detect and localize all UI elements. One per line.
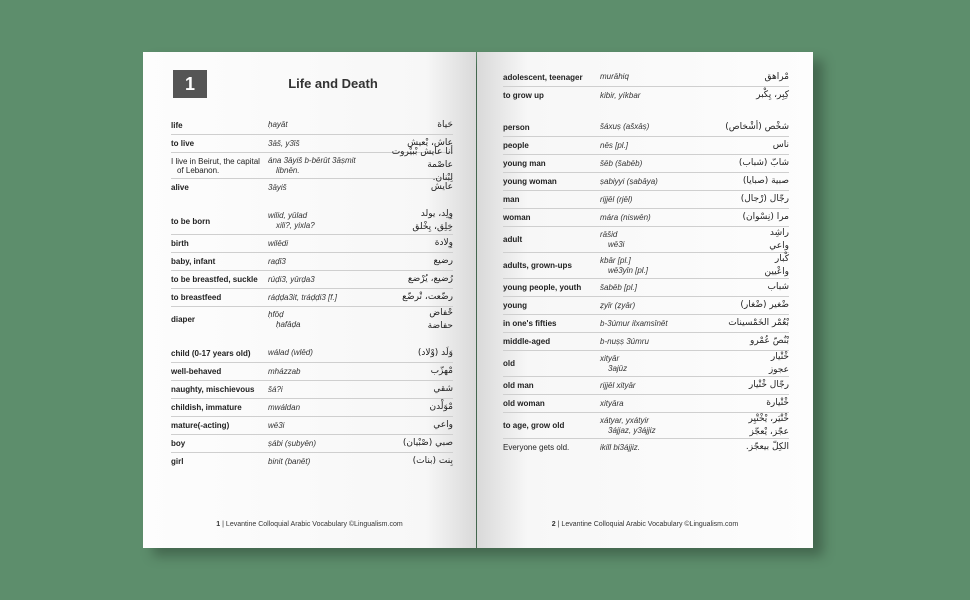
- arabic-term: [700, 227, 789, 253]
- vocab-row: [171, 178, 453, 196]
- vocab-row: [171, 147, 453, 183]
- english-term: [503, 177, 600, 186]
- arabic-term-line: شباب: [767, 282, 789, 292]
- vocab-row: [503, 350, 789, 376]
- arabic-term-line: حفاضة: [427, 320, 453, 331]
- transliteration: [268, 257, 368, 267]
- arabic-term: [700, 89, 789, 102]
- transliteration-line: rāšid: [600, 229, 618, 239]
- english-term: [503, 195, 600, 204]
- english-term-line: alive: [171, 183, 189, 192]
- vocab-row: [171, 344, 453, 362]
- vocab-row: [503, 376, 789, 394]
- transliteration-line: b-nuṣṣ 3úmru: [600, 336, 649, 346]
- transliteration: [600, 381, 700, 391]
- left-page: [143, 52, 476, 548]
- transliteration: [600, 443, 700, 453]
- arabic-term: [368, 347, 453, 360]
- arabic-term: [700, 299, 789, 312]
- transliteration: [600, 122, 700, 132]
- vocab-group: [503, 118, 789, 456]
- transliteration-line: ána 3āyiš b-bērūt 3āṣmit: [268, 155, 356, 165]
- transliteration-line: 3āyiš: [268, 182, 287, 192]
- vocab-row: [171, 398, 453, 416]
- english-term-line: to grow up: [503, 91, 544, 100]
- arabic-term-line: واعْيين: [764, 266, 789, 277]
- vocab-row: [503, 172, 789, 190]
- transliteration: [600, 337, 700, 347]
- transliteration-line: šēb (šabēb): [600, 158, 643, 168]
- english-term-line: person: [503, 122, 530, 132]
- arabic-term-line: رضّعت، تْرضّع: [402, 292, 453, 302]
- transliteration-line: šá?i: [268, 384, 283, 394]
- arabic-term: [700, 121, 789, 134]
- transliteration-line: binit (banēt): [268, 456, 311, 466]
- arabic-term-line: بِنت (بنات): [412, 456, 453, 466]
- english-term-line: man: [503, 195, 520, 204]
- english-term-line: in one's fifties: [503, 319, 557, 328]
- arabic-term: [700, 211, 789, 224]
- english-term-line: naughty, mischievous: [171, 385, 255, 394]
- transliteration: [268, 348, 368, 358]
- english-term-line: adolescent, teenager: [503, 72, 583, 82]
- transliteration-line: ḥfōḍ: [268, 309, 284, 319]
- transliteration-line: mára (niswēn): [600, 212, 651, 222]
- vocab-row: [503, 252, 789, 278]
- english-term: [171, 439, 268, 448]
- english-term: [171, 385, 268, 394]
- arabic-term-line: رجّال خْتْيار: [748, 380, 789, 390]
- transliteration: [268, 421, 368, 431]
- english-term: [171, 217, 268, 226]
- transliteration: [600, 141, 700, 151]
- transliteration-line: mwáldan: [268, 402, 301, 412]
- transliteration-line: rijjēl (rjēl): [600, 194, 633, 204]
- transliteration: [600, 416, 700, 436]
- english-term-line: old: [503, 359, 515, 368]
- page-footer-right: 2 | Levantine Colloquial Arabic Vocabulary ©Lingualism.com: [551, 521, 739, 528]
- transliteration: [600, 283, 700, 293]
- page-number: 2: [551, 521, 556, 528]
- transliteration: [268, 403, 368, 413]
- vocab-row: [171, 208, 453, 234]
- english-term: [171, 157, 268, 175]
- english-term: [171, 121, 268, 130]
- arabic-term-line: واعي: [433, 420, 453, 430]
- arabic-term: [368, 273, 453, 286]
- arabic-term-line: خْتْيار: [770, 351, 789, 362]
- english-term: [171, 367, 268, 376]
- arabic-term-line: صبية (صبايا): [742, 176, 789, 186]
- transliteration-line: xityār: [600, 353, 620, 363]
- english-term: [171, 349, 268, 358]
- english-term-line: to age, grow old: [503, 421, 565, 430]
- arabic-term-line: خْتْيَر، يْخْتْيِر: [748, 413, 789, 424]
- arabic-term: [700, 317, 789, 330]
- transliteration-line: šabēb [pl.]: [600, 282, 637, 292]
- transliteration-line: kibir, yíkbar: [600, 90, 641, 100]
- arabic-term-line: عجّز، يْعجّز: [749, 426, 789, 437]
- english-term-line: to be born: [171, 216, 211, 226]
- transliteration-line: wálad (wlēd): [268, 348, 313, 357]
- english-term-line: diaper: [171, 315, 196, 324]
- arabic-term-line: خْتْيارة: [766, 398, 789, 408]
- transliteration: [268, 139, 368, 149]
- transliteration-line: 3ajūz: [608, 363, 628, 373]
- english-term-line: mature(-acting): [171, 421, 230, 430]
- vocab-row: [171, 380, 453, 398]
- transliteration: [268, 310, 368, 330]
- vocab-group: [503, 68, 789, 104]
- transliteration-line: wilid, yūlad: [268, 211, 308, 220]
- english-term: [503, 91, 600, 100]
- english-term-line: young: [503, 301, 527, 310]
- arabic-term-line: رجّال (رْجال): [740, 194, 789, 204]
- vocab-row: [171, 416, 453, 434]
- english-term-line: middle-aged: [503, 337, 551, 346]
- english-term-line: life: [171, 120, 183, 130]
- transliteration-line: wē3i: [608, 239, 625, 249]
- transliteration: [268, 275, 368, 285]
- english-term: [171, 139, 268, 148]
- transliteration-line: wilēdi: [268, 238, 289, 248]
- english-term-line: of Lebanon.: [177, 165, 220, 175]
- english-term: [503, 301, 600, 310]
- english-term-line: young man: [503, 159, 546, 168]
- transliteration: [600, 159, 700, 169]
- arabic-term-line: مْراهق: [764, 71, 789, 82]
- transliteration: [268, 385, 368, 395]
- vocab-group: [171, 208, 453, 332]
- arabic-term: [700, 157, 789, 170]
- vocab-row: [171, 116, 453, 134]
- footer-text: Levantine Colloquial Arabic Vocabulary ©Lingualism.com: [225, 521, 403, 528]
- arabic-term: [700, 413, 789, 439]
- english-term-line: birth: [171, 239, 189, 248]
- vocab-row: [171, 252, 453, 270]
- english-term-line: boy: [171, 439, 186, 448]
- arabic-term-line: كِبِر، يِكْبر: [756, 90, 789, 100]
- english-term-line: old woman: [503, 399, 545, 408]
- arabic-term: [700, 335, 789, 348]
- transliteration: [268, 120, 368, 130]
- transliteration: [268, 439, 368, 449]
- transliteration: [600, 230, 700, 250]
- arabic-term: [368, 419, 453, 432]
- transliteration: [268, 457, 368, 467]
- english-term: [503, 159, 600, 168]
- arabic-term-line: راشِد: [769, 227, 789, 238]
- arabic-term: [368, 401, 453, 414]
- chapter-title: Life and Death: [288, 76, 378, 91]
- vocab-row: [503, 118, 789, 136]
- vocab-table-left: [171, 116, 453, 470]
- arabic-term-line: صبي (صْبْيان): [402, 438, 453, 448]
- transliteration-line: ṣábi (ṣubyēn): [268, 438, 317, 448]
- arabic-term-line: شخْص (أشْخاص): [725, 121, 789, 132]
- english-term: [503, 421, 600, 430]
- transliteration-line: xátyar, yxátyir: [600, 415, 649, 425]
- arabic-term-line: لِبْنان.: [432, 173, 453, 183]
- english-term: [171, 315, 268, 324]
- english-term-line: woman: [503, 213, 531, 222]
- transliteration-line: rúḍi3, yūrḍa3: [268, 274, 315, 284]
- arabic-term: [700, 351, 789, 377]
- english-term-line: to be breastfed, suckle: [171, 275, 258, 284]
- vocab-row: [503, 86, 789, 104]
- vocab-table-right: [503, 68, 789, 456]
- vocab-row: [503, 208, 789, 226]
- vocab-row: [503, 68, 789, 86]
- vocab-row: [171, 234, 453, 252]
- english-term: [503, 283, 600, 292]
- transliteration-line: kbār [pl.]: [600, 255, 631, 265]
- english-term-line: girl: [171, 457, 184, 466]
- vocab-row: [503, 296, 789, 314]
- transliteration-line: nēs [pl.]: [600, 140, 629, 150]
- arabic-term: [700, 253, 789, 279]
- transliteration: [268, 183, 368, 193]
- arabic-term-line: وَلَد (وْلاد): [417, 347, 453, 358]
- transliteration: [600, 256, 700, 276]
- transliteration-line: xili?, yixla?: [276, 221, 315, 230]
- english-term-line: child (0-17 years old): [171, 348, 251, 358]
- arabic-term-line: شابّ (شباب): [738, 158, 789, 168]
- transliteration: [268, 367, 368, 377]
- english-term: [503, 73, 600, 82]
- english-term: [171, 275, 268, 284]
- arabic-term: [700, 139, 789, 152]
- english-term: [171, 183, 268, 192]
- english-term: [503, 319, 600, 328]
- english-term: [503, 381, 600, 390]
- transliteration-line: wē3yīn [pl.]: [608, 265, 649, 275]
- arabic-term-line: واعي: [769, 240, 789, 251]
- english-term-line: Everyone gets old.: [503, 443, 570, 452]
- arabic-term-line: عاش، يْعيش: [407, 138, 453, 148]
- english-term: [171, 257, 268, 266]
- transliteration-line: raḍī3: [268, 256, 286, 266]
- transliteration: [268, 239, 368, 249]
- arabic-term-line: حْفاض: [429, 307, 453, 318]
- transliteration-line: šáxuṣ (ašxāṣ): [600, 122, 650, 131]
- transliteration-line: libnēn.: [276, 165, 300, 175]
- vocab-row: [171, 452, 453, 470]
- arabic-term-line: ناس: [772, 140, 789, 150]
- vocab-row: [171, 306, 453, 332]
- english-term: [503, 337, 600, 346]
- transliteration-line: ḥafāḍa: [276, 319, 301, 329]
- vocab-row: [503, 226, 789, 252]
- english-term-line: young people, youth: [503, 283, 582, 292]
- transliteration-line: mházzab: [268, 366, 301, 376]
- arabic-term-line: بْعُمْر الخَمْسينات: [728, 318, 789, 328]
- english-term: [503, 213, 600, 222]
- vocab-row: [503, 314, 789, 332]
- right-page: [477, 52, 813, 548]
- arabic-term: [700, 281, 789, 294]
- english-term-line: childish, immature: [171, 403, 242, 412]
- arabic-term-line: عايش: [430, 182, 453, 192]
- english-term: [171, 239, 268, 248]
- transliteration: [600, 301, 700, 311]
- english-term-line: people: [503, 141, 529, 150]
- arabic-term: [368, 237, 453, 250]
- english-term-line: adult: [503, 235, 523, 244]
- arabic-term-line: ضْغير (ضْغار): [740, 300, 789, 310]
- transliteration-line: ikill bi3ájjiz.: [600, 442, 641, 452]
- arabic-term-line: بْنُصّ عُمْرو: [750, 336, 789, 346]
- english-term: [171, 457, 268, 466]
- arabic-term-line: وِلِد، يولد: [420, 209, 453, 219]
- transliteration: [600, 354, 700, 374]
- vocab-row: [171, 362, 453, 380]
- english-term: [171, 293, 268, 302]
- english-term: [503, 261, 600, 270]
- arabic-term: [368, 208, 453, 234]
- book-spread: [143, 52, 813, 548]
- transliteration-line: ẓyīr (ẓyār): [600, 300, 636, 310]
- vocab-row: [503, 136, 789, 154]
- arabic-term: [700, 441, 789, 454]
- english-term: [503, 141, 600, 150]
- arabic-term: [368, 307, 453, 333]
- arabic-term: [368, 455, 453, 468]
- arabic-term: [700, 397, 789, 410]
- english-term-line: to breastfeed: [171, 293, 222, 302]
- arabic-term: [700, 379, 789, 392]
- page-number: 1: [216, 521, 221, 528]
- arabic-term: [368, 365, 453, 378]
- page-footer-left: 1 | Levantine Colloquial Arabic Vocabulary ©Lingualism.com: [216, 521, 403, 528]
- transliteration: [600, 72, 700, 82]
- arabic-term-line: حَياة: [437, 119, 453, 130]
- english-term-line: well-behaved: [171, 367, 222, 376]
- arabic-term: [368, 146, 453, 185]
- english-term: [171, 403, 268, 412]
- english-term: [503, 399, 600, 408]
- transliteration-line: 3āš, y3īš: [268, 138, 300, 148]
- arabic-term-line: مرا (نِسْوان): [742, 212, 789, 222]
- vocab-group: [171, 344, 453, 470]
- arabic-term-line: وِلادة: [434, 238, 453, 248]
- arabic-term: [368, 437, 453, 450]
- vocab-row: [503, 332, 789, 350]
- vocab-row: [503, 190, 789, 208]
- transliteration: [600, 177, 700, 187]
- chapter-number-badge: 1: [173, 70, 207, 98]
- arabic-term-line: مْهزّب: [430, 366, 453, 376]
- arabic-term-line: عجوز: [768, 364, 789, 375]
- vocab-row: [171, 270, 453, 288]
- english-term-line: to live: [171, 139, 195, 148]
- arabic-term-line: شقي: [433, 384, 453, 394]
- transliteration-line: wē3i: [268, 420, 285, 430]
- transliteration-line: murāhiq: [600, 72, 629, 81]
- transliteration-line: ṣabiyyi (ṣabāya): [600, 176, 658, 186]
- english-term: [503, 359, 600, 368]
- arabic-term: [368, 255, 453, 268]
- arabic-term: [368, 119, 453, 132]
- arabic-term-line: خِلِق، يِخْلق: [412, 222, 453, 232]
- arabic-term-line: مْوَلْدن: [429, 402, 453, 412]
- arabic-term-line: الكِلّ بيعجّز.: [745, 442, 789, 452]
- transliteration-line: rijjēl xityār: [600, 380, 636, 390]
- footer-text: Levantine Colloquial Arabic Vocabulary ©Lingualism.com: [561, 521, 739, 528]
- transliteration-line: xityāra: [600, 398, 624, 408]
- vocab-group: [171, 116, 453, 196]
- english-term-line: I live in Beirut, the capital: [171, 156, 260, 166]
- vocab-row: [171, 288, 453, 306]
- arabic-term-line: رضيع: [433, 256, 453, 266]
- transliteration: [600, 91, 700, 101]
- english-term: [503, 235, 600, 244]
- vocab-row: [503, 412, 789, 438]
- english-term-line: adults, grown-ups: [503, 261, 572, 270]
- arabic-term: [368, 383, 453, 396]
- english-term-line: old man: [503, 381, 534, 390]
- english-term: [503, 443, 600, 452]
- arabic-term-line: رُضيع، يُرْضع: [407, 274, 453, 284]
- transliteration: [600, 195, 700, 205]
- arabic-term: [368, 291, 453, 304]
- transliteration-line: ḥayāt: [268, 120, 288, 129]
- transliteration-line: 3ájjaz, y3ájjiz: [608, 425, 656, 435]
- arabic-term: [700, 71, 789, 84]
- transliteration: [268, 156, 368, 176]
- transliteration: [600, 319, 700, 329]
- arabic-term-line: كْبار: [774, 253, 789, 264]
- vocab-row: [503, 394, 789, 412]
- transliteration: [600, 213, 700, 223]
- vocab-row: [503, 154, 789, 172]
- english-term: [171, 421, 268, 430]
- english-term-line: young woman: [503, 177, 557, 186]
- arabic-term: [700, 175, 789, 188]
- vocab-row: [503, 278, 789, 296]
- english-term-line: baby, infant: [171, 257, 216, 266]
- transliteration: [268, 211, 368, 231]
- arabic-term: [700, 193, 789, 206]
- transliteration: [600, 399, 700, 409]
- vocab-row: [171, 434, 453, 452]
- arabic-term: [368, 181, 453, 194]
- vocab-row: [503, 438, 789, 456]
- arabic-term-line: أنا عايش بْبيْروت عاصْمة: [391, 147, 453, 170]
- english-term: [503, 123, 600, 132]
- transliteration: [268, 293, 368, 303]
- transliteration-line: b-3úmur ilxamsīnēt: [600, 318, 668, 328]
- transliteration-line: ráḍḍa3it, tráḍḍi3 [f.]: [268, 292, 337, 302]
